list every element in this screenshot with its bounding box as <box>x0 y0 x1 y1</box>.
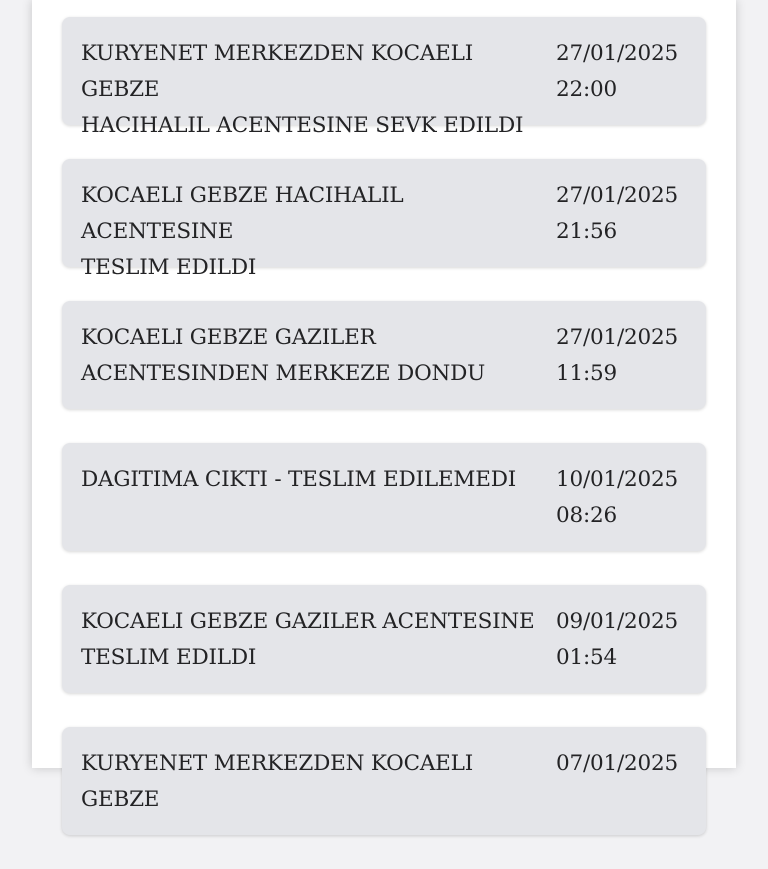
event-datetime <box>556 17 696 108</box>
event-datetime <box>556 585 696 676</box>
event-date: 27/01/2025 <box>556 183 678 208</box>
event-date: 09/01/2025 <box>556 609 678 634</box>
tracking-event-card <box>62 443 706 551</box>
event-date: 27/01/2025 <box>556 325 678 350</box>
event-description: KURYENET MERKEZDEN KOCAELI GEBZE <box>81 751 474 812</box>
event-description: KURYENET MERKEZDEN KOCAELI GEBZE HACIHALIL ACENTESINE SEVK EDILDI <box>81 41 524 138</box>
event-description: DAGITIMA CIKTI - TESLIM EDILEMEDI <box>81 467 517 492</box>
event-description: KOCAELI GEBZE GAZILER ACENTESINDEN MERKEZE DONDU <box>81 325 486 386</box>
tracking-event-card <box>62 301 706 409</box>
tracking-event-card <box>62 585 706 693</box>
event-date: 27/01/2025 <box>556 41 678 66</box>
event-time: 01:54 <box>556 645 617 670</box>
tracking-event-card <box>62 159 706 280</box>
event-description: KOCAELI GEBZE HACIHALIL ACENTESINE TESLIM EDILDI <box>81 183 404 280</box>
event-datetime <box>556 159 696 250</box>
event-time: 22:00 <box>556 77 617 102</box>
tracking-event-list <box>62 17 706 869</box>
tracking-event-card <box>62 727 706 835</box>
tracking-history-panel <box>32 0 736 812</box>
event-time: 08:26 <box>556 503 617 528</box>
event-time: 11:59 <box>556 361 617 386</box>
event-date: 07/01/2025 <box>556 751 678 776</box>
event-time: 21:56 <box>556 219 617 244</box>
event-date: 10/01/2025 <box>556 467 678 492</box>
event-description: KOCAELI GEBZE GAZILER ACENTESINE TESLIM EDILDI <box>81 609 535 670</box>
event-datetime <box>556 443 696 534</box>
event-datetime <box>556 301 696 392</box>
tracking-event-card <box>62 17 706 138</box>
event-datetime <box>556 727 696 782</box>
